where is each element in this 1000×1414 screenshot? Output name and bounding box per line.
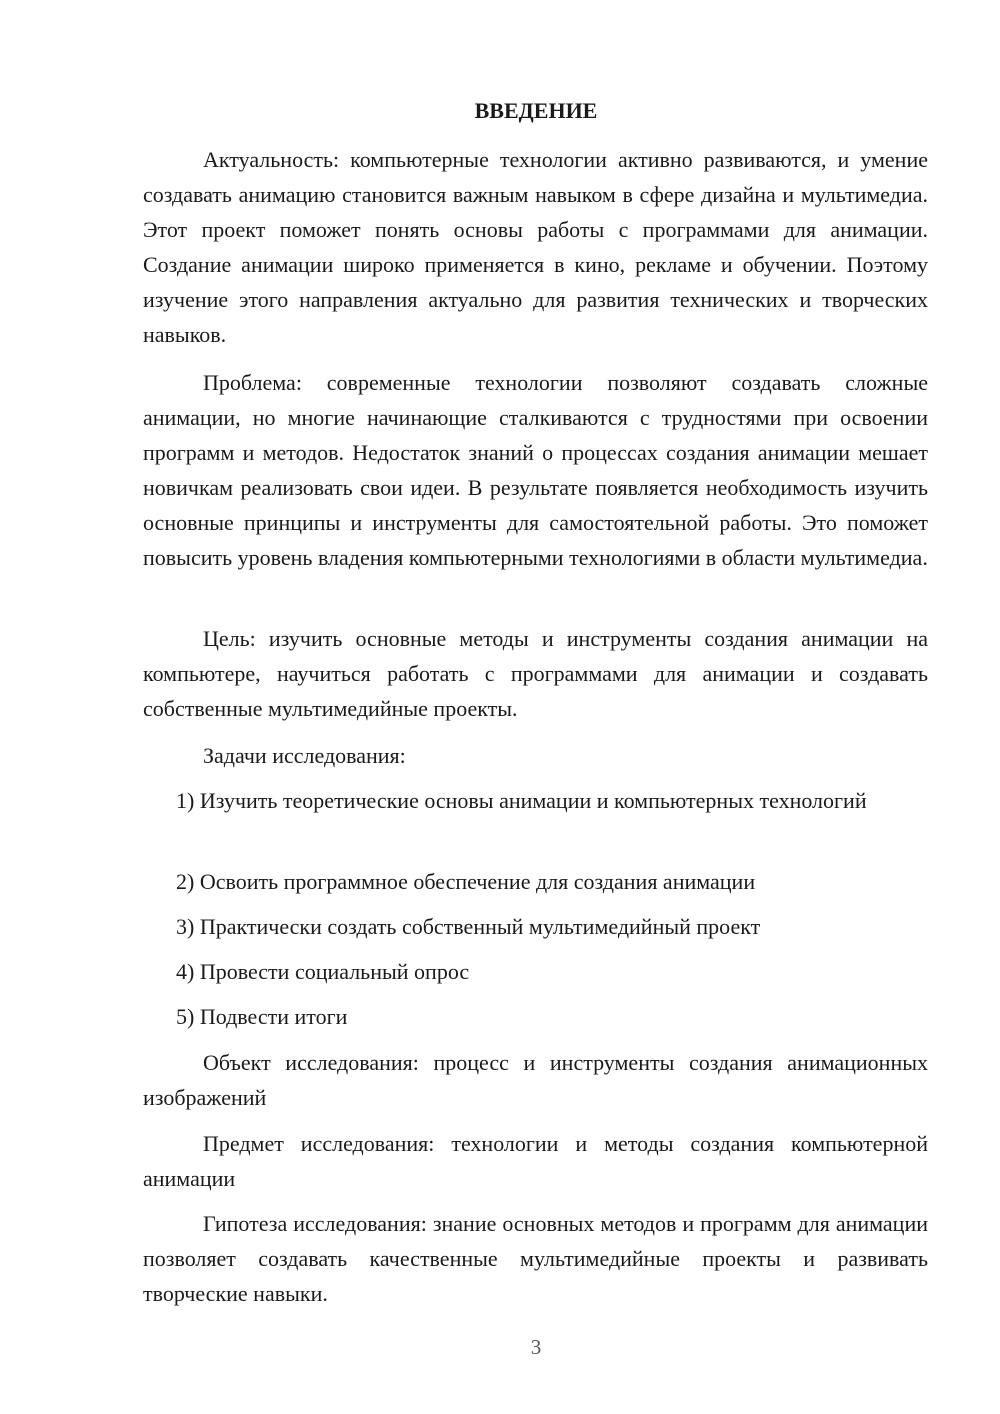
goal-paragraph: Цель: изучить основные методы и инструменты создания анимации на компьютере, научиться работать с программами для анимации и создавать собственные мультимедийные проекты. (143, 626, 928, 721)
object-paragraph: Объект исследования: процесс и инструменты создания анимационных изображений (143, 1050, 928, 1110)
page-title: ВВЕДЕНИЕ (474, 98, 598, 123)
relevance-paragraph: Актуальность: компьютерные технологии активно развиваются, и умение создавать анимацию становится важным навыком в сфере дизайна и мультимедиа. Этот проект поможет понять основы работы с программами для анимации. Создание анимации широко применяется в кино, рекламе и обучении. Поэтому изучение этого направления актуально для развития технических и творческих навыков. (143, 147, 928, 347)
tasks-heading: Задачи исследования: (203, 743, 406, 768)
page-number: 3 (530, 1335, 542, 1359)
task-item-4: 4) Провести социальный опрос (176, 959, 470, 984)
task-item-3: 3) Практически создать собственный мультимедийный проект (176, 914, 761, 939)
problem-paragraph: Проблема: современные технологии позволяют создавать сложные анимации, но многие начинающие сталкиваются с трудностями при освоении программ и методов. Недостаток знаний о процессах создания анимации мешает новичкам реализовать свои идеи. В результате появляется необходимость изучить основные принципы и инструменты для самостоятельной работы. Это поможет повысить уровень владения компьютерными технологиями в области мультимедиа. (143, 370, 928, 570)
task-item-2: 2) Освоить программное обеспечение для создания анимации (176, 869, 756, 894)
hypothesis-paragraph: Гипотеза исследования: знание основных методов и программ для анимации позволяет создавать качественные мультимедийные проекты и развивать творческие навыки. (143, 1211, 928, 1306)
task-item-5: 5) Подвести итоги (176, 1004, 348, 1029)
task-item-1: 1) Изучить теоретические основы анимации и компьютерных технологий (176, 788, 867, 813)
subject-paragraph: Предмет исследования: технологии и методы создания компьютерной анимации (143, 1131, 928, 1191)
